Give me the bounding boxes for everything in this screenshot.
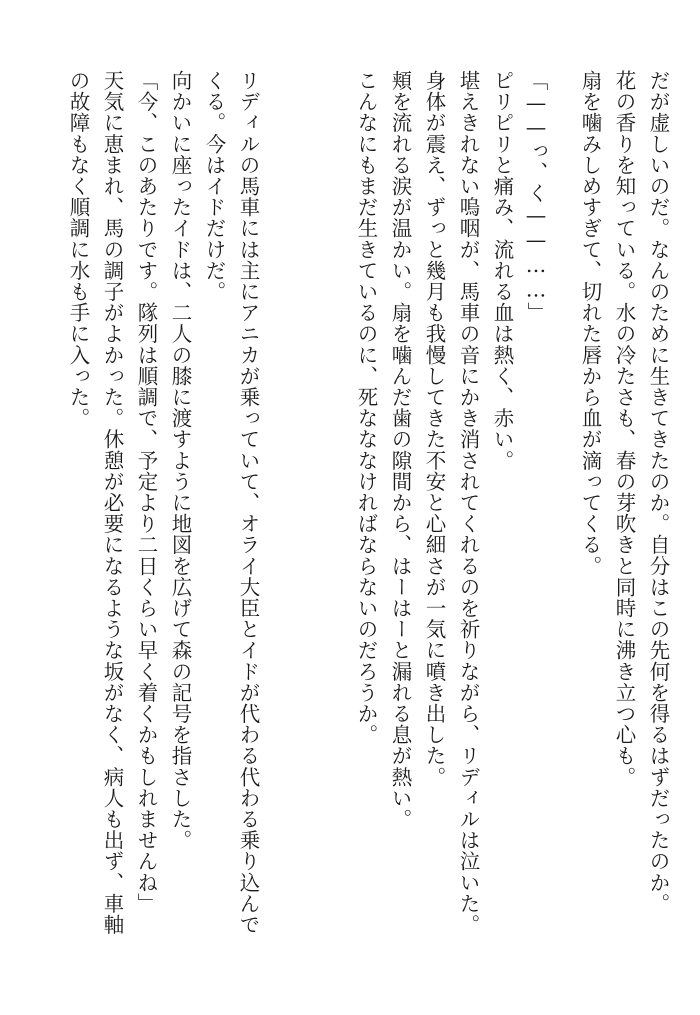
text-line: 「今、このあたりです。隊列は順調で、予定より二日くらい早く着くかもしれませんね」 bbox=[134, 70, 158, 914]
text-line: だが虚しいのだ。なんのために生きてきたのか。自分はこの先何を得るはずだったのか。 bbox=[646, 70, 670, 914]
text-line: リディルの馬車には主にアニカが乗っていて、オライ大臣とイドが代わる代わる乗り込んで bbox=[236, 70, 260, 936]
text-line: 堪えきれない嗚咽が、馬車の音にかき消されてくれるのを祈りながら、リディルは泣いた。 bbox=[456, 70, 480, 936]
text-line: 身体が震え、ずっと幾月も我慢してきた不安と心細さが一気に噴き出した。 bbox=[422, 70, 446, 788]
text-line: 頬を流れる涙が温かい。扇を噛んだ歯の隙間から、はーはーと漏れる息が熱い。 bbox=[388, 70, 412, 830]
text-line: 花の香りを知っている。水の冷たさも、春の芽吹きと同時に沸き立つ心も。 bbox=[612, 70, 636, 788]
text-line: 天気に恵まれ、馬の調子がよかった。休憩が必要になるような坂がなく、病人も出ず、車軸 bbox=[100, 70, 124, 936]
text-line: ピリピリと痛み、流れる血は熱く、赤い。 bbox=[490, 70, 514, 471]
text-line: くる。今はイドだけだ。 bbox=[202, 70, 226, 303]
text-line: 扇を噛みしめすぎて、切れた唇から血が滴ってくる。 bbox=[578, 70, 602, 577]
text-line: の故障もなく順調に水も手に入った。 bbox=[66, 70, 90, 429]
text-line: 「——っ、く——……」 bbox=[524, 70, 548, 324]
text-line: 向かいに座ったイドは、二人の膝に渡すように地図を広げて森の記号を指さした。 bbox=[168, 70, 192, 851]
text-line: こんなにもまだ生きているのに、死なななければならないのだろうか。 bbox=[354, 70, 378, 746]
